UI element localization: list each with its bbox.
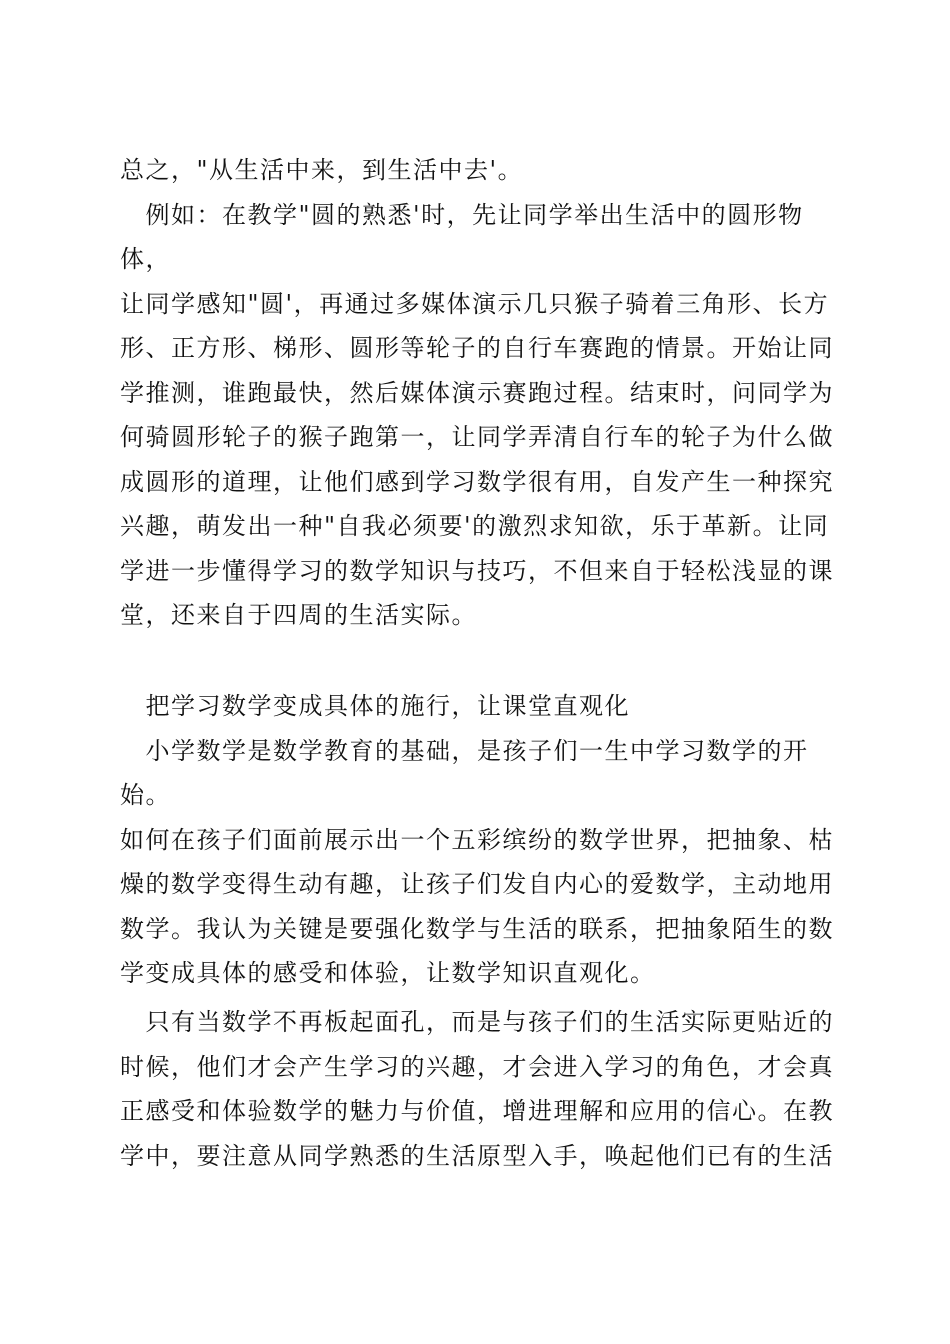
paragraph-section-heading-and-intro: 把学习数学变成具体的施行，让课堂直观化 小学数学是数学教育的基础，是孩子们一生中学习数学的开始。 如何在孩子们面前展示出一个五彩缤纷的数学世界，把抽象、枯 燥的数学变得生动有趣，让孩子们发自内心的爱数学，主动地用 数学。我认为关键是要强化数学与生活的联系，把抽象陌生的数 学变成具体的感受和体验，让数学知识直观化。 — [120, 692, 834, 987]
paragraph-example-circle: 总之，"从生活中来，到生活中去'。 例如：在教学"圆的熟悉'时，先让同学举出生活中的圆形物体， 让同学感知"圆'，再通过多媒体演示几只猴子骑着三角形、长方 形、正方形、梯形、圆形等轮子的自行车赛跑的情景。开始让同 学推测，谁跑最快，然后媒体演示赛跑过程。结束时，问同学为 何骑圆形轮子的猴子跑第一，让同学弄清自行车的轮子为什么做 成圆形的道理，让他们感到学习数学很有用，自发产生一种探究 兴趣，萌发出一种"自我必须要'的激烈求知欲，乐于革新。让同 学进一步懂得学习的数学知识与技巧，不但来自于轻松浅显的课 堂，还来自于四周的生活实际。 — [120, 156, 834, 629]
paragraph-math-life-connection: 只有当数学不再板起面孔，而是与孩子们的生活实际更贴近的 时候，他们才会产生学习的兴趣，才会进入学习的角色，才会真 正感受和体验数学的魅力与价值，增进理解和应用的信心。在教 学中，要注意从同学熟悉的生活原型入手，唤起他们已有的生活 — [120, 1008, 834, 1170]
